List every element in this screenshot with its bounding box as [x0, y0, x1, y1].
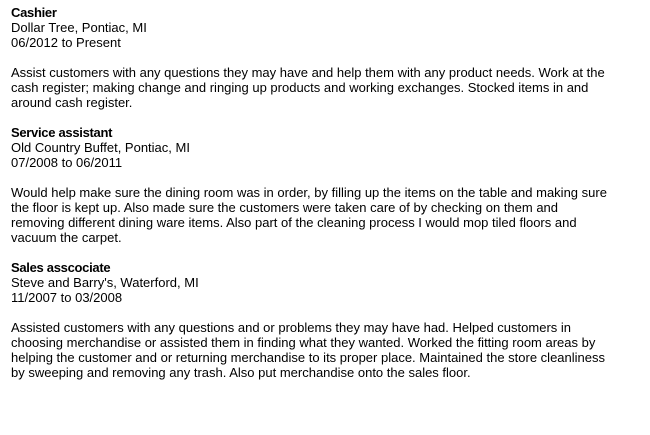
job-entry-service-assistant — [11, 125, 640, 245]
job-company: Old Country Buffet, Pontiac, MI — [11, 140, 190, 155]
job-description: Assist customers with any questions they may have and help them with any product needs. Work at the cash register; making change and ringing up products and working exchanges. Stocked items in and around cash register. — [11, 65, 605, 110]
job-dates: 06/2012 to Present — [11, 35, 121, 50]
job-title: Sales asscociate — [11, 260, 111, 275]
job-description: Would help make sure the dining room was in order, by filling up the items on the table and making sure the floor is kept up. Also made sure the customers were taken care of by checking on them and removing different dining ware items. Also part of the cleaning process I would mop tiled floors and vacuum the carpet. — [11, 185, 607, 245]
job-dates: 11/2007 to 03/2008 — [11, 290, 123, 305]
job-entry-cashier — [11, 5, 640, 110]
job-company: Steve and Barry's, Waterford, MI — [11, 275, 199, 290]
job-title: Service assistant — [11, 125, 113, 140]
job-dates: 07/2008 to 06/2011 — [11, 155, 123, 170]
job-company: Dollar Tree, Pontiac, MI — [11, 20, 147, 35]
job-title: Cashier — [11, 5, 57, 20]
job-entry-sales-associate — [11, 260, 640, 380]
job-description: Assisted customers with any questions and or problems they may have had. Helped customers in choosing merchandise or assisted them in finding what they wanted. Worked the fitting room areas by helping the customer and or returning merchandise to its proper place. Maintained the store cleanliness by sweeping and removing any trash. Also put merchandise onto the sales floor. — [11, 320, 606, 380]
